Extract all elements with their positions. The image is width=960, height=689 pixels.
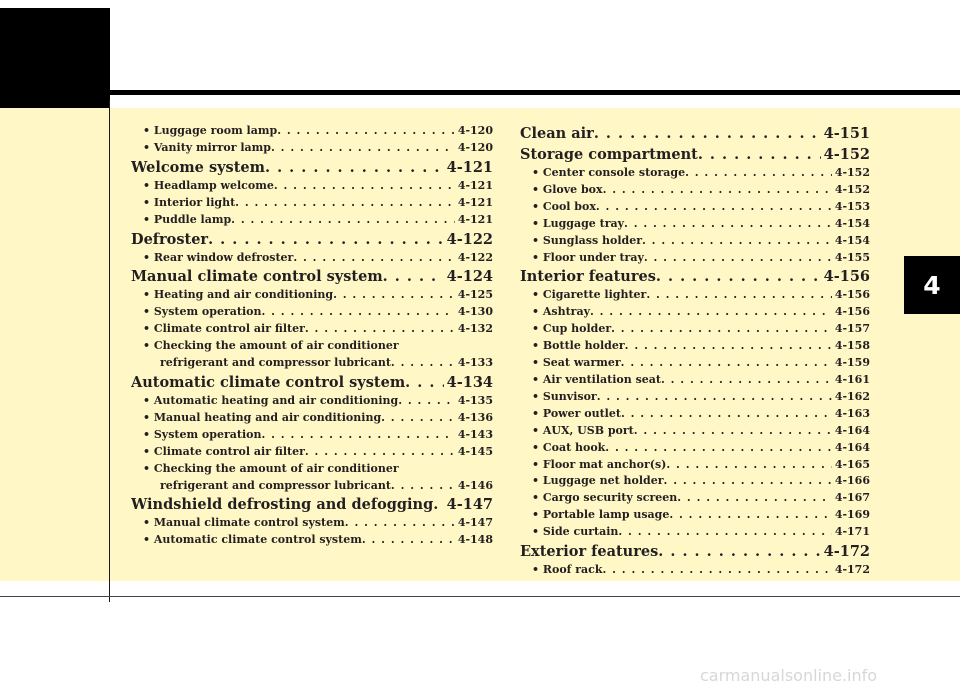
toc-entry-title: • Portable lamp usage [532, 508, 670, 522]
toc-entry[interactable] [131, 287, 493, 304]
toc-entry-title: Welcome system [131, 158, 265, 176]
toc-entry[interactable] [520, 457, 870, 474]
toc-entry-title: • Cool box [532, 199, 596, 213]
toc-entry[interactable] [131, 178, 493, 195]
toc-entry-title: • Sunvisor [532, 389, 597, 403]
dot-leader [666, 457, 831, 474]
dot-leader [625, 338, 832, 355]
toc-entry[interactable] [520, 423, 870, 440]
toc-page-number: 4-152 [834, 166, 870, 179]
toc-page-number: 4-158 [834, 339, 870, 353]
toc-entry-title: • Floor under tray [532, 250, 644, 264]
toc-entry[interactable] [520, 473, 870, 490]
left-margin-strip [0, 108, 110, 581]
toc-entry[interactable] [131, 140, 493, 157]
toc-entry-title: Clean air [520, 125, 594, 142]
toc-entry-title: • Bottle holder [532, 339, 625, 353]
dot-leader [594, 124, 821, 144]
dot-leader [677, 490, 832, 507]
toc-page-number: 4-121 [457, 212, 493, 226]
toc-page-number: 4-148 [457, 533, 493, 547]
dot-leader [235, 195, 455, 212]
dot-leader [664, 473, 832, 490]
toc-entry[interactable] [520, 182, 870, 199]
dot-leader [271, 140, 455, 157]
dot-leader [611, 321, 832, 338]
toc-entry-title: Windshield defrosting and defogging [131, 496, 434, 514]
toc-page-number: 4-152 [834, 182, 870, 196]
dot-leader [685, 165, 832, 182]
toc-page-number: 4-143 [457, 427, 493, 441]
dot-leader [603, 182, 832, 199]
dot-leader [305, 321, 455, 338]
toc-entry-title: • Glove box [532, 182, 603, 196]
dot-leader [596, 199, 832, 216]
toc-page-number: 4-164 [834, 423, 870, 437]
toc-entry-title: • Seat warmer [532, 356, 621, 370]
toc-entry[interactable] [131, 532, 493, 549]
toc-page-number: 4-134 [446, 373, 493, 391]
toc-entry-title: • Automatic heating and air conditioning [143, 393, 399, 407]
footer-rule [0, 596, 960, 597]
dot-leader [231, 212, 455, 229]
toc-page-number: 4-152 [823, 146, 870, 163]
toc-page-number: 4-146 [457, 478, 493, 492]
dot-leader [597, 389, 832, 406]
toc-entry-title: • Puddle lamp [143, 212, 232, 226]
toc-page-number: 4-120 [457, 140, 493, 154]
toc-entry[interactable] [520, 389, 870, 406]
toc-section-heading[interactable] [131, 373, 493, 393]
toc-entry-title: • Ashtray [532, 305, 590, 319]
toc-page-number: 4-121 [457, 195, 493, 209]
toc-page-number: 4-122 [457, 250, 493, 264]
toc-entry-title: • Climate control air filter [143, 444, 305, 458]
toc-section-heading[interactable] [131, 495, 493, 515]
toc-entry[interactable] [131, 321, 493, 338]
toc-entry[interactable] [520, 199, 870, 216]
toc-entry-title: • Cigarette lighter [532, 288, 647, 302]
toc-entry-title: • Luggage tray [532, 216, 625, 230]
toc-entry[interactable] [520, 507, 870, 524]
toc-page-number: 4-122 [446, 230, 493, 248]
dot-leader [621, 406, 832, 423]
toc-entry-title-cont: refrigerant and compressor lubricant [160, 478, 391, 492]
chapter-tab[interactable]: 4 [904, 256, 960, 314]
toc-entry-title: • System operation [143, 427, 262, 441]
toc-page-number: 4-132 [457, 322, 493, 336]
dot-leader [383, 267, 444, 287]
toc-entry[interactable] [131, 410, 493, 427]
toc-entry-title: • Checking the amount of air conditioner [143, 339, 399, 353]
dot-leader [265, 158, 444, 178]
toc-entry-title: • Headlamp welcome [143, 178, 274, 192]
toc-entry[interactable] [520, 287, 870, 304]
toc-page-number: 4-125 [457, 288, 493, 302]
toc-page-number: 4-164 [834, 440, 870, 454]
dot-leader [261, 304, 454, 321]
toc-page-number: 4-167 [834, 491, 870, 505]
dot-leader [618, 524, 831, 541]
toc-entry-continuation [131, 355, 493, 372]
toc-page-number: 4-169 [834, 508, 870, 522]
toc-entry[interactable] [520, 440, 870, 457]
toc-page-number: 4-165 [834, 457, 870, 471]
toc-section-heading[interactable] [520, 542, 870, 562]
dot-leader [381, 410, 455, 427]
header-black-block [0, 8, 110, 108]
toc-entry[interactable] [520, 355, 870, 372]
dot-leader [305, 444, 455, 461]
toc-entry-title: Interior features [520, 268, 656, 286]
dot-leader [621, 355, 832, 372]
toc-page-number: 4-161 [834, 372, 870, 386]
toc-section-heading[interactable] [131, 158, 493, 178]
toc-entry-multiline[interactable] [131, 461, 493, 495]
toc-page-number: 4-172 [823, 543, 870, 561]
toc-entry-title: • Manual climate control system [143, 516, 345, 530]
toc-entry-title: • AUX, USB port [532, 423, 634, 437]
toc-column-right [520, 123, 870, 579]
toc-entry-title: • Center console storage [532, 166, 686, 179]
toc-page-number: 4-159 [834, 356, 870, 370]
dot-leader [391, 478, 455, 495]
toc-section-heading[interactable] [520, 145, 870, 165]
toc-page-number: 4-120 [457, 124, 493, 137]
toc-page-number: 4-145 [457, 444, 493, 458]
toc-page-number: 4-155 [834, 250, 870, 264]
toc-entry[interactable] [131, 393, 493, 410]
toc-entry-title: • Side curtain [532, 525, 619, 539]
dot-leader [293, 250, 454, 267]
toc-entry-title: Defroster [131, 230, 209, 248]
toc-page-number: 4-156 [834, 288, 870, 302]
toc-entry[interactable] [520, 372, 870, 389]
dot-leader [333, 287, 455, 304]
toc-page-number: 4-130 [457, 305, 493, 319]
toc-section-heading[interactable] [131, 230, 493, 250]
toc-entry[interactable] [520, 304, 870, 321]
dot-leader [658, 542, 820, 562]
toc-page-number: 4-153 [834, 199, 870, 213]
dot-leader [624, 216, 832, 233]
toc-entry-title: • Manual heating and air conditioning [143, 410, 382, 424]
toc-entry-title: • Checking the amount of air conditioner [143, 461, 399, 475]
dot-leader [661, 372, 832, 389]
toc-page-number: 4-154 [834, 216, 870, 230]
watermark: carmanualsonline.info [700, 666, 878, 685]
toc-entry-title: • Power outlet [532, 406, 621, 420]
toc-section-heading[interactable] [520, 267, 870, 287]
toc-page-number: 4-147 [457, 516, 493, 530]
toc-page-number: 4-154 [834, 233, 870, 247]
toc-entry[interactable] [520, 406, 870, 423]
toc-entry[interactable] [520, 216, 870, 233]
toc-section-heading[interactable] [131, 267, 493, 287]
toc-page-number: 4-171 [834, 525, 870, 539]
toc-entry-title: • Air ventilation seat [532, 372, 661, 386]
toc-entry-title: • Automatic climate control system [143, 533, 362, 547]
toc-entry-title: • Climate control air filter [143, 322, 305, 336]
toc-page-number: 4-162 [834, 389, 870, 403]
toc-entry-continuation [131, 478, 493, 495]
toc-entry-title: • Heating and air conditioning [143, 288, 334, 302]
toc-entry[interactable] [131, 515, 493, 532]
toc-page-number: 4-156 [834, 305, 870, 319]
dot-leader [644, 250, 832, 267]
dot-leader [398, 393, 455, 410]
toc-entry-title: Storage compartment [520, 146, 698, 163]
toc-entry-title: • Cup holder [532, 322, 612, 336]
toc-page-number: 4-172 [834, 563, 870, 577]
toc-page-number: 4-151 [823, 125, 870, 142]
dot-leader [642, 233, 832, 250]
dot-leader [433, 495, 443, 515]
toc-page-number: 4-133 [457, 356, 493, 370]
toc-entry-title: • Vanity mirror lamp [143, 140, 271, 154]
dot-leader [274, 178, 455, 195]
toc-entry[interactable] [131, 212, 493, 229]
toc-page-number: 4-135 [457, 393, 493, 407]
toc-entry-multiline[interactable] [131, 338, 493, 372]
toc-page-number: 4-156 [823, 268, 870, 286]
dot-leader [391, 355, 455, 372]
toc-entry-title: • System operation [143, 305, 262, 319]
toc-entry[interactable] [131, 195, 493, 212]
toc-entry[interactable] [520, 321, 870, 338]
dot-leader [605, 440, 832, 457]
toc-entry[interactable] [131, 427, 493, 444]
toc-page-number: 4-157 [834, 322, 870, 336]
toc-entry[interactable] [131, 123, 493, 140]
toc-entry-title: Exterior features [520, 543, 659, 561]
toc-entry-title: • Floor mat anchor(s) [532, 457, 667, 471]
dot-leader [208, 230, 444, 250]
margin-divider [109, 100, 110, 602]
dot-leader [277, 123, 455, 140]
dot-leader [646, 287, 831, 304]
toc-page-number: 4-136 [457, 410, 493, 424]
dot-leader [656, 267, 821, 287]
toc-column-left [131, 123, 493, 549]
dot-leader [405, 373, 443, 393]
dot-leader [602, 562, 831, 579]
toc-entry[interactable] [520, 562, 870, 579]
toc-entry[interactable] [520, 250, 870, 267]
toc-page-number: 4-163 [834, 406, 870, 420]
dot-leader [261, 427, 454, 444]
toc-entry-title: • Luggage room lamp [143, 124, 278, 137]
dot-leader [590, 304, 832, 321]
toc-entry-title: Manual climate control system [131, 268, 383, 286]
dot-leader [634, 423, 832, 440]
toc-entry-title: • Roof rack [532, 563, 603, 577]
toc-entry[interactable] [520, 490, 870, 507]
toc-entry-title: • Cargo security screen [532, 491, 678, 505]
toc-entry-title: • Sunglass holder [532, 233, 643, 247]
toc-entry[interactable] [520, 233, 870, 250]
toc-entry[interactable] [131, 444, 493, 461]
toc-entry-title-cont: refrigerant and compressor lubricant [160, 356, 391, 370]
toc-entry[interactable] [520, 165, 870, 182]
toc-entry-title: • Rear window defroster [143, 250, 294, 264]
toc-entry-title: • Luggage net holder [532, 474, 664, 488]
dot-leader [345, 515, 455, 532]
dot-leader [669, 507, 831, 524]
toc-page-number: 4-121 [446, 158, 493, 176]
toc-section-heading[interactable] [520, 124, 870, 144]
toc-page-number: 4-166 [834, 474, 870, 488]
dot-leader [362, 532, 455, 549]
toc-entry[interactable] [131, 304, 493, 321]
toc-page-number: 4-124 [446, 268, 493, 286]
toc-entry[interactable] [520, 524, 870, 541]
toc-entry-title: Automatic climate control system [131, 373, 406, 391]
dot-leader [698, 145, 821, 165]
toc-entry[interactable] [520, 338, 870, 355]
toc-page-number: 4-121 [457, 178, 493, 192]
header-rule [110, 90, 960, 95]
toc-entry[interactable] [131, 250, 493, 267]
toc-page-number: 4-147 [446, 496, 493, 514]
toc-entry-title: • Coat hook [532, 440, 606, 454]
toc-entry-title: • Interior light [143, 195, 236, 209]
